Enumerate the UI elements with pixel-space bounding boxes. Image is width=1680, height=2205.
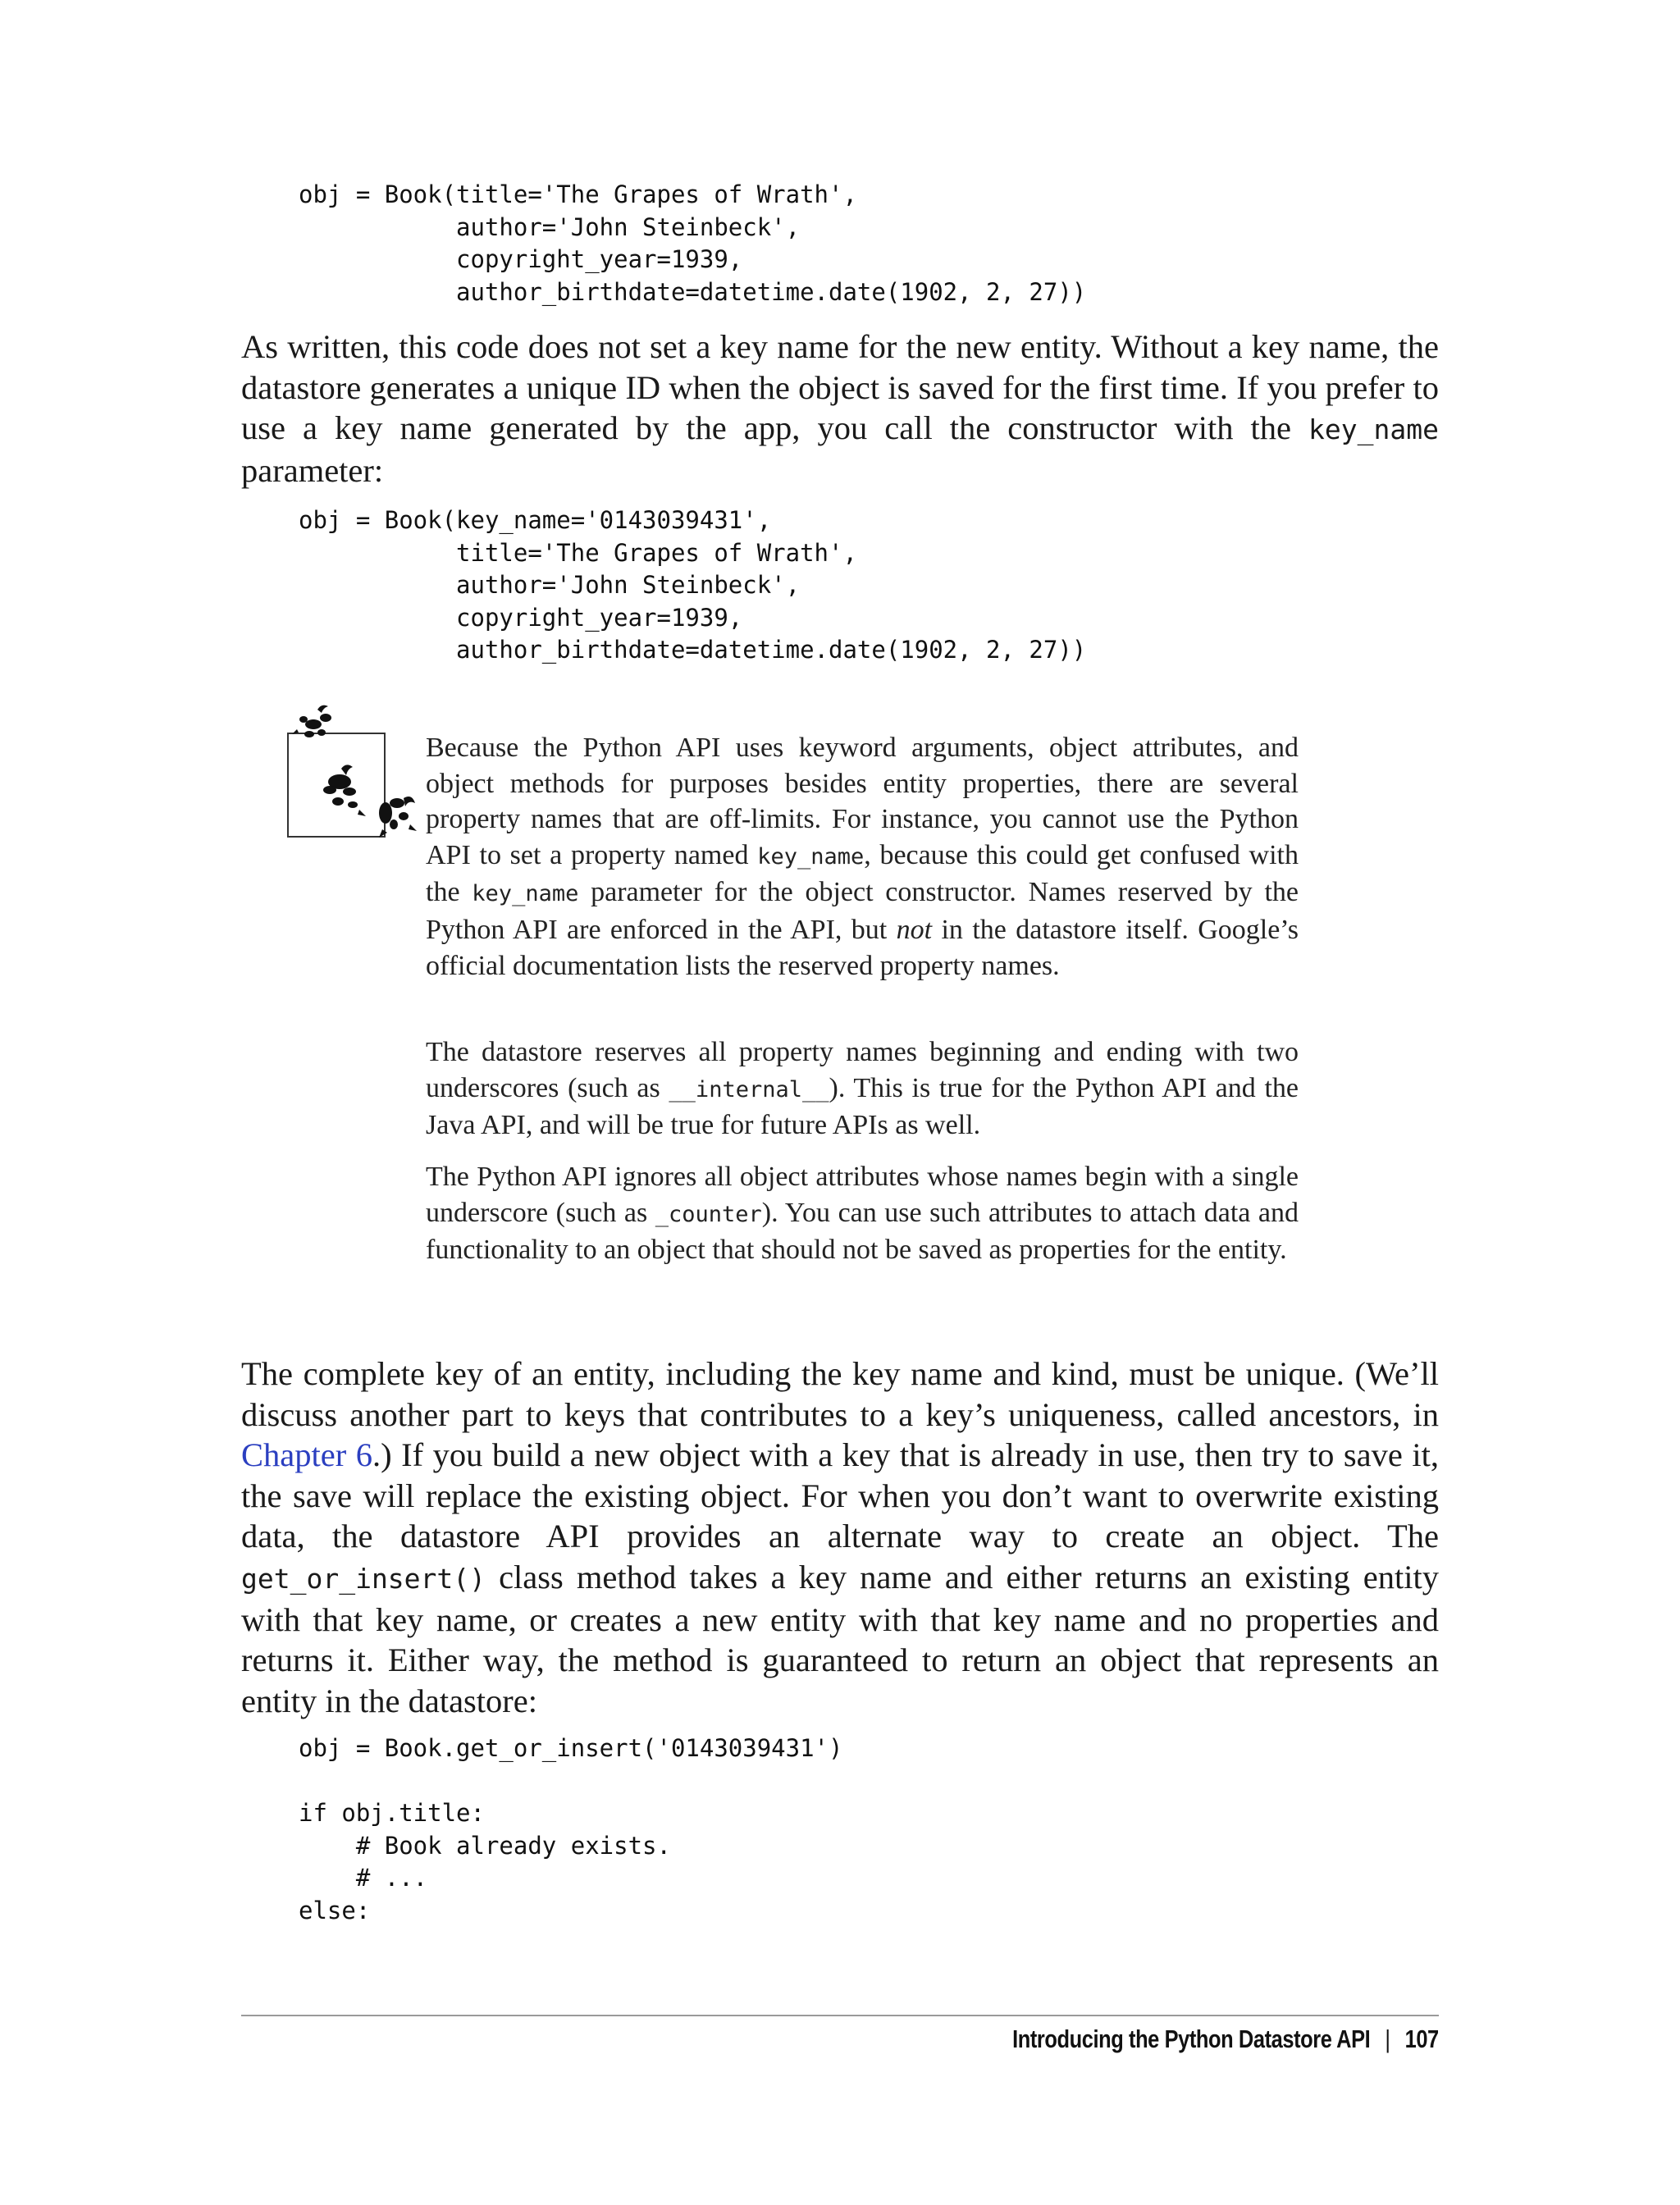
- inline-code-counter: _counter: [655, 1201, 762, 1227]
- note-paragraph-single-underscore: [426, 1159, 1299, 1268]
- chapter-6-link[interactable]: Chapter 6: [241, 1436, 372, 1474]
- paragraph-key-name-intro: [241, 326, 1439, 491]
- note-paragraph-reserved-names: [426, 730, 1299, 984]
- note-text: The Python API ignores all object attributes whose names begin with a single underscore (such as: [426, 1162, 1299, 1228]
- inline-code-key-name: key_name: [757, 843, 865, 870]
- inline-code-get-or-insert: get_or_insert(): [241, 1562, 486, 1595]
- note-text: ). This is true for the Python API and the Java API, and will be true for future APIs as well.: [426, 1072, 1299, 1141]
- footer-divider: [241, 2015, 1439, 2016]
- paragraph-text: .) If you build a new object with a key that is already in use, then try to save it, the save will replace the existing object. For when you don’t want to overwrite existing data, the datastore API provides an alternate way to create an object. The: [241, 1436, 1439, 1555]
- inline-code-key-name: key_name: [1308, 413, 1439, 446]
- code-block-book-with-key-name: obj = Book(key_name='0143039431', title='The Grapes of Wrath', author='John Steinbeck', copyright_year=1939, author_birthdate=datetime.date(1902, 2, 27)): [299, 506, 1087, 664]
- note-paragraph-double-underscore: [426, 1034, 1299, 1144]
- footer-separator: |: [1385, 2025, 1390, 2053]
- code-block-book-constructor: obj = Book(title='The Grapes of Wrath', author='John Steinbeck', copyright_year=1939, author_birthdate=datetime.date(1902, 2, 27)): [299, 180, 1087, 306]
- code-block-get-or-insert: obj = Book.get_or_insert('0143039431') if obj.title: # Book already exists. # ... else:: [299, 1734, 843, 1924]
- note-text: in the datastore itself. Google’s official documentation lists the reserved property names.: [426, 914, 1299, 981]
- page-number: 107: [1404, 2025, 1439, 2053]
- paragraph-text-tail: parameter:: [241, 451, 384, 489]
- note-text: Because the Python API uses keyword arguments, object attributes, and object methods for purposes besides entity properties, there are several property names that are off-limits. For instance, you cannot use the Python API to set a property named: [426, 733, 1299, 870]
- paragraph-text: As written, this code does not set a key name for the new entity. Without a key name, the datastore generates a unique ID when the object is saved for the first time. If you prefer to use a key name generated by the app, you call the constructor with the: [241, 328, 1439, 447]
- scorpion-warning-icon: [287, 733, 386, 838]
- paragraph-text: The complete key of an entity, including the key name and kind, must be unique. (We’ll discuss another part to keys that contributes to a key’s uniqueness, called ancestors, in: [241, 1355, 1439, 1433]
- paragraph-get-or-insert: [241, 1354, 1439, 1721]
- note-text: , because this could get confused with the: [426, 839, 1299, 908]
- note-emphasis: not: [896, 914, 933, 945]
- inline-code-key-name: key_name: [472, 881, 579, 907]
- note-text: The datastore reserves all property names beginning and ending with two underscores (such as: [426, 1037, 1299, 1103]
- inline-code-internal: __internal__: [669, 1076, 829, 1102]
- note-text: parameter for the object constructor. Names reserved by the Python API are enforced in the API, but: [426, 877, 1299, 945]
- running-footer-title: Introducing the Python Datastore API: [1012, 2025, 1371, 2053]
- paragraph-text: class method takes a key name and either returns an existing entity with that key name, or creates a new entity with that key name and no properties and returns it. Either way, the method is guaranteed to return an object that represents an entity in the datastore:: [241, 1558, 1439, 1719]
- note-text: ). You can use such attributes to attach data and functionality to an object that should not be saved as properties for the entity.: [426, 1197, 1299, 1266]
- page-footer: [1012, 2025, 1439, 2054]
